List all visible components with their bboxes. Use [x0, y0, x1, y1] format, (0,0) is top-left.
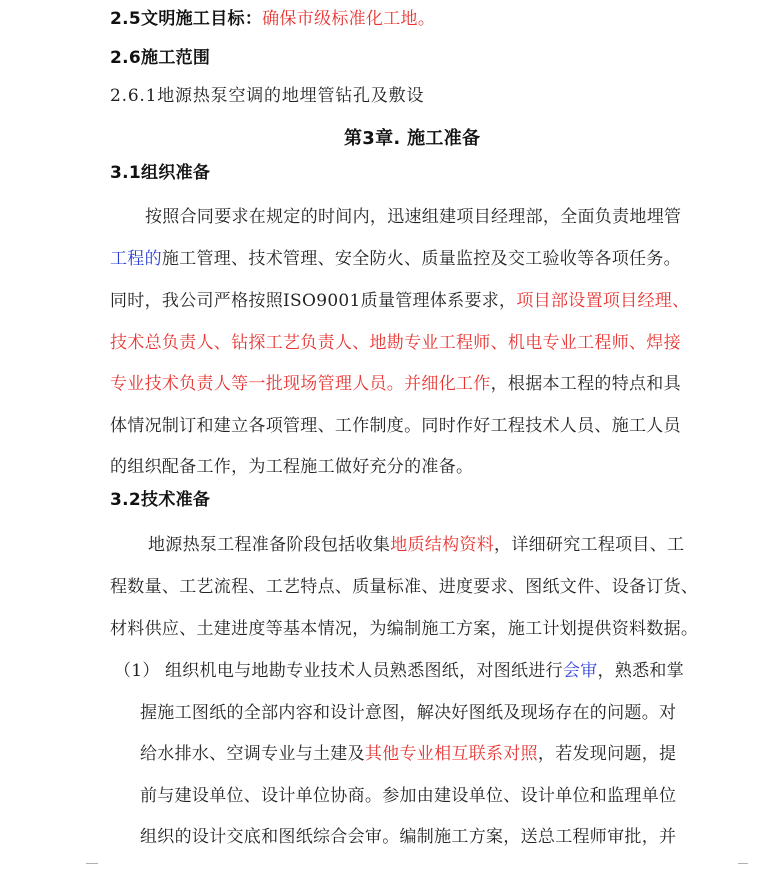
section-3-1-heading: 3.1组织准备: [110, 163, 211, 183]
s31-para-line-4: 技术总负责人、钻探工艺负责人、地勘专业工程师、机电专业工程师、焊接: [110, 333, 681, 353]
crop-mark-bottom-left: [86, 863, 98, 874]
item-1-line-3-start: 给水排水、空调专业与土建及: [140, 744, 365, 764]
item-1-line-4: 前与建设单位、设计单位协商。参加由建设单位、设计单位和监理单位: [140, 786, 677, 806]
item-1-number: （1）: [114, 661, 160, 681]
s32-para-line-3: 材料供应、土建进度等基本情况，为编制施工方案，施工计划提供资料数据。: [110, 619, 699, 639]
section-2-5-target: 确保市级标准化工地。: [262, 9, 436, 29]
crop-mark-bottom-right: [738, 863, 748, 874]
s31-para-line-2: [110, 248, 681, 270]
item-1-highlight-review: 会审: [562, 661, 598, 681]
s31-para-line-7: 的组织配备工作，为工程施工做好充分的准备。: [110, 457, 474, 477]
section-2-5-line: [110, 8, 435, 30]
section-2-6-1-item: 2.6.1地源热泵空调的地埋管钻孔及敷设: [110, 86, 425, 106]
item-1-line-1-end: ，熟悉和掌: [597, 661, 685, 681]
s31-highlight-dept: 项目部设置项目经理、: [516, 291, 690, 311]
s31-para-line-5: [110, 373, 681, 395]
item-1-line-3: [140, 743, 676, 765]
item-1-line-3-end: ，若发现问题，提: [537, 744, 677, 764]
s31-para-line-6: 体情况制订和建立各项管理、工作制度。同时作好工程技术人员、施工人员: [110, 416, 681, 436]
s31-para-line-1: 按照合同要求在规定的时间内，迅速组建项目经理部，全面负责地埋管: [145, 207, 682, 227]
item-1-line-1-start: 组织机电与地勘专业技术人员熟悉图纸，对图纸进行: [165, 661, 563, 681]
s32-highlight-geology: 地质结构资料: [390, 535, 495, 555]
item-1-highlight-crosscheck: 其他专业相互联系对照: [364, 744, 538, 764]
s32-para-line-2: 程数量、工艺流程、工艺特点、质量标准、进度要求、图纸文件、设备订货、: [110, 577, 699, 597]
s31-highlight-engineering: 工程的: [110, 249, 162, 269]
item-1-line-1: [165, 660, 684, 682]
s31-line-2-rest: 施工管理、技术管理、安全防火、质量监控及交工验收等各项任务。: [161, 249, 681, 269]
s32-line-1-end: ，详细研究工程项目、工: [494, 535, 685, 555]
s31-highlight-staff: 专业技术负责人等一批现场管理人员。并细化工作: [110, 374, 491, 394]
item-1-line-2: 握施工图纸的全部内容和设计意图，解决好图纸及现场存在的问题。对: [140, 703, 677, 723]
section-3-2-heading: 3.2技术准备: [110, 490, 211, 510]
s31-para-line-3: [110, 290, 689, 312]
s32-line-1-start: 地源热泵工程准备阶段包括收集: [148, 535, 391, 555]
s32-para-line-1: [148, 534, 684, 556]
item-1-line-5: 组织的设计交底和图纸综合会审。编制施工方案，送总工程师审批，并: [140, 827, 677, 847]
chapter-3-title: 第3章. 施工准备: [344, 128, 481, 149]
s31-line-5-rest: ，根据本工程的特点和具: [490, 374, 681, 394]
section-2-6-heading: 2.6施工范围: [110, 48, 211, 68]
section-2-5-heading: 2.5文明施工目标：: [110, 9, 263, 29]
s31-line-3-start: 同时，我公司严格按照ISO9001质量管理体系要求，: [110, 291, 517, 311]
